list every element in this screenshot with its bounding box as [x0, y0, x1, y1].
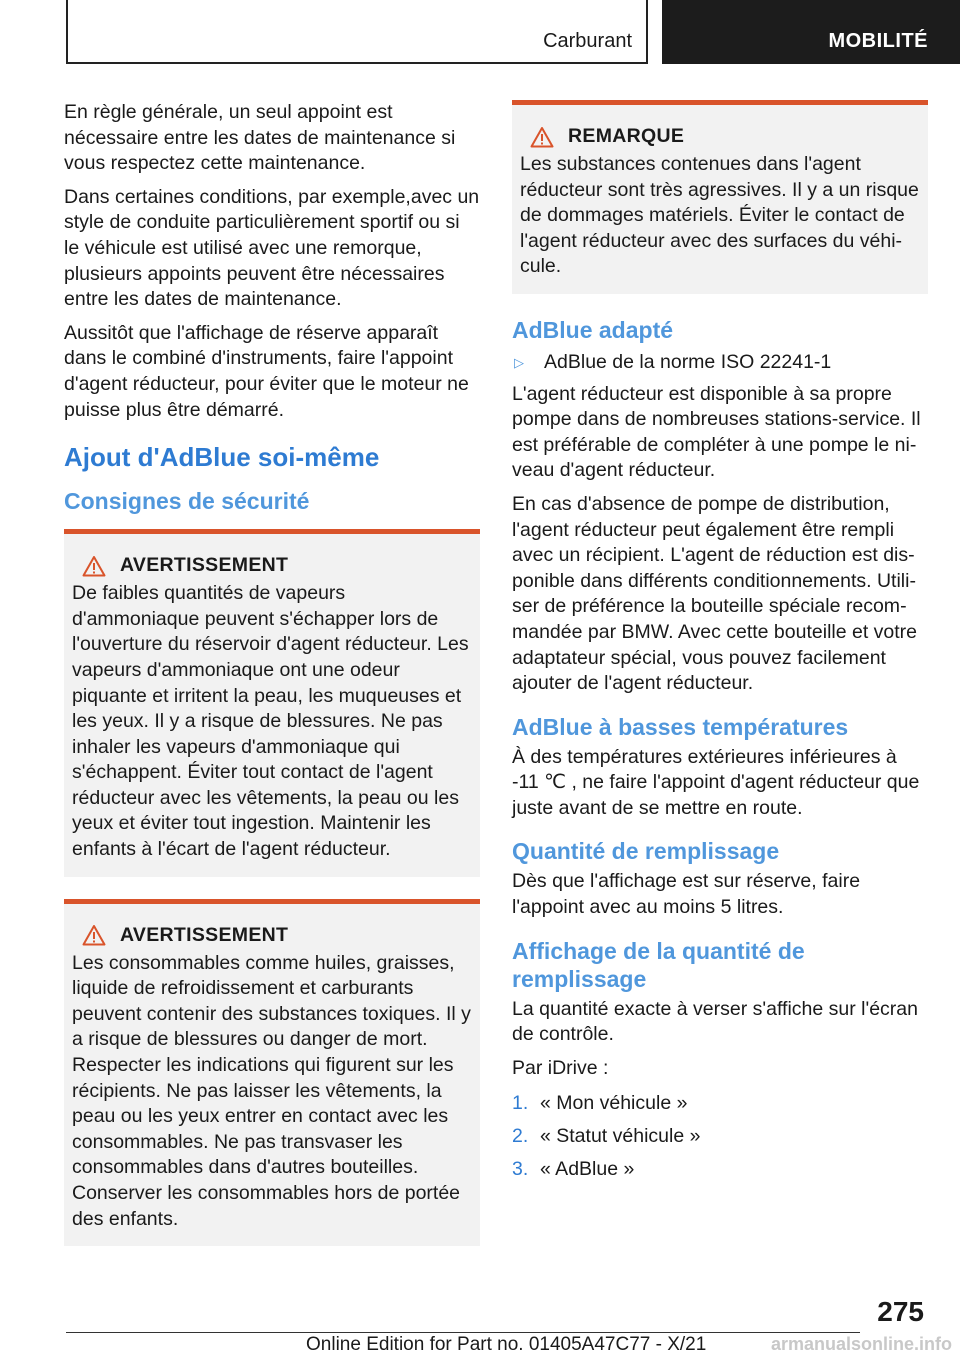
- footer-edition: Online Edition for Part no. 01405A47C77 - X/21: [306, 1334, 707, 1355]
- warning-triangle-icon: [82, 924, 106, 946]
- list-item-text: AdBlue de la norme ISO 22241-1: [544, 350, 832, 373]
- remark-title: REMARQUE: [568, 125, 685, 147]
- triangle-bullet-icon: ▷: [514, 354, 524, 370]
- paragraph: Dès que l'affichage est sur réserve, faire l'appoint avec au moins 5 litres.: [512, 870, 861, 919]
- remark-box: [512, 100, 928, 294]
- section-heading: Ajout d'AdBlue soi-même: [64, 442, 380, 473]
- page-number: 275: [877, 1296, 924, 1327]
- warning-text: De faibles quantités de vapeurs d'ammoniaque peuvent s'échapper lors de l'ouverture du réservoir d'agent réducteur. Les vapeurs d'ammoniaque ont une odeur piquante et irritent la peau, les muqueuses et les yeux. Il y a risque de blessures. Ne pas inhaler les vapeurs d'ammoniaque qui s'échappent. Éviter tout contact de l'agent réducteur avec les vêtements, la peau ou les yeux et éviter tout ingestion. Maintenir les enfants à l'écart de l'agent réducteur.: [72, 582, 469, 861]
- paragraph: En cas d'absence de pompe de distribution, l'agent réducteur peut également être rempli avec un récipient. L'agent de réduction est disponible dans différents conditionnements. Utiliser de préférence la bouteille spéciale recommandée par BMW. Avec cette bouteille et votre adaptateur spécial, vous pouvez facilement ajouter de l'agent réducteur.: [512, 492, 918, 695]
- paragraph: En règle générale, un seul appoint est nécessaire entre les dates de maintenance si vous respectez cette maintenance.: [64, 101, 456, 175]
- right-column: [512, 100, 928, 1189]
- step-number: 1.: [512, 1092, 529, 1115]
- paragraph: L'agent réducteur est disponible à sa propre pompe dans de nombreuses stations-service. Il est préférable de compléter à une pompe le niveau d'agent réducteur.: [512, 382, 921, 482]
- paragraph: Dans certaines conditions, par exemple,avec un style de conduite particulièrement sportif ou si le véhicule est utilisé avec une remorque, plusieurs appoints peuvent être nécessaires entre les dates de maintenance.: [64, 185, 480, 311]
- step-text: « AdBlue »: [540, 1157, 635, 1180]
- warning-title: AVERTISSEMENT: [120, 554, 289, 577]
- footer-divider: [66, 1332, 860, 1333]
- warning-box: [64, 529, 480, 877]
- header-chapter-tab[interactable]: [662, 0, 960, 64]
- steps-list: [512, 1091, 928, 1182]
- step-item: [512, 1124, 928, 1150]
- subsection-heading: Consignes de sécurité: [64, 488, 310, 515]
- section-title: Carburant: [543, 30, 632, 52]
- header-section-box: [66, 0, 648, 64]
- step-number: 2.: [512, 1125, 529, 1148]
- step-number: 3.: [512, 1157, 529, 1180]
- warning-triangle-icon: [82, 555, 106, 577]
- warning-header: [72, 554, 472, 577]
- step-text: « Statut véhicule »: [540, 1125, 701, 1148]
- left-column: [64, 100, 480, 1268]
- watermark-logo: armanualsonline.info: [770, 1334, 952, 1354]
- list-item: [512, 350, 928, 376]
- section-heading: AdBlue adapté: [512, 316, 674, 343]
- step-item: [512, 1157, 928, 1183]
- section-heading: Quantité de remplissage: [512, 838, 780, 865]
- chapter-title: MOBILITÉ: [828, 30, 928, 52]
- section-heading: AdBlue à basses températures: [512, 713, 849, 740]
- warning-text: Les consommables comme huiles, graisses, liquide de refroidissement et carburants peuvent contenir des substances toxiques. Il y a risque de blessures ou danger de mort. Respecter les indications qui figurent sur les récipients. Ne pas laisser les vêtements, la peau ou les yeux entrer en contact avec les consommables. Ne pas transvaser les consommables dans d'autres bouteilles. Conserver les consommables hors de portée des enfants.: [72, 951, 471, 1230]
- paragraph: La quantité exacte à verser s'affiche sur l'écran de contrôle.: [512, 997, 918, 1046]
- step-text: « Mon véhicule »: [540, 1092, 688, 1115]
- warning-box: [64, 899, 480, 1247]
- warning-triangle-icon: [530, 126, 554, 148]
- remark-text: Les substances contenues dans l'agent réducteur sont très agressives. Il y a un risque de dommages matériels. Éviter le contact de l'agent réducteur avec des surfaces du véhicule.: [520, 153, 919, 278]
- step-item: [512, 1091, 928, 1117]
- warning-header: [72, 924, 472, 947]
- section-heading: Affichage de la quantité de remplissage: [512, 937, 805, 992]
- paragraph: Par iDrive :: [512, 1056, 609, 1079]
- paragraph: À des températures extérieures inférieures à -11 ℃ , ne faire l'appoint d'agent réducteur que juste avant de se mettre en route.: [512, 745, 920, 819]
- paragraph: Aussitôt que l'affichage de réserve apparaît dans le combiné d'instruments, faire l'appoint d'agent réducteur, pour éviter que le moteur ne puisse plus être démarré.: [64, 321, 469, 421]
- remark-header: [520, 125, 920, 148]
- warning-title: AVERTISSEMENT: [120, 923, 289, 946]
